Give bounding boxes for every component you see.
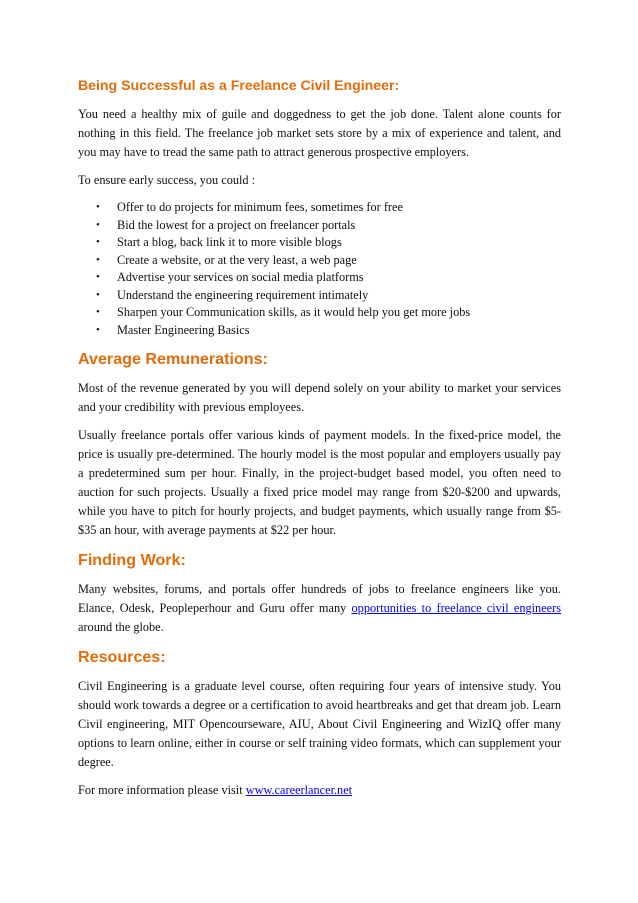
list-item-text: Understand the engineering requirement intimately — [117, 287, 369, 302]
opportunities-link[interactable]: opportunities to freelance civil engineers — [351, 601, 561, 615]
paragraph — [78, 580, 561, 637]
list-item — [78, 252, 561, 270]
list-item-text: Bid the lowest for a project on freelancer portals — [117, 217, 356, 232]
section-heading-remunerations: Average Remunerations: — [78, 350, 268, 368]
document-page — [78, 74, 561, 809]
list-item — [78, 217, 561, 235]
bullet-icon: • — [96, 218, 100, 231]
list-item — [78, 304, 561, 322]
paragraph-text: Many websites, forums, and portals offer hundreds of jobs to freelance engineers like you. Elance, Odesk, Peopleperhour and Guru offer many — [78, 582, 561, 615]
bullet-icon: • — [96, 271, 100, 283]
paragraph-text: For more information please visit — [78, 783, 246, 797]
bullet-icon: • — [96, 288, 100, 301]
tips-list — [78, 199, 561, 339]
paragraph: Usually freelance portals offer various kinds of payment models. In the fixed-price model, the price is usually pre-determined. The hourly model is the most popular and employers usually pay a predetermined sum per hour. Finally, in the project-budget based model, you often need to auction for such projects. Usually a fixed price model may range from $20-$200 and upwards, while you have to pitch for hourly projects, and budget payments, which usually range from $5- $35 an hour, with average payments at $22 per hour. — [78, 428, 561, 537]
paragraph: You need a healthy mix of guile and doggedness to get the job done. Talent alone counts for nothing in this field. The freelance job market sets store by a mix of experience and talent, and you may have to tread the same path to attract generous prospective employers. — [78, 107, 561, 159]
list-item — [78, 269, 561, 287]
list-item-text: Create a website, or at the very least, a web page — [117, 252, 357, 267]
list-item — [78, 322, 561, 340]
paragraph: To ensure early success, you could : — [78, 173, 256, 187]
paragraph — [78, 781, 561, 800]
list-item — [78, 287, 561, 305]
list-item-text: Sharpen your Communication skills, as it would help you get more jobs — [117, 305, 471, 319]
section-heading-success: Being Successful as a Freelance Civil Engineer: — [78, 77, 400, 93]
careerlancer-link[interactable]: www.careerlancer.net — [245, 783, 353, 797]
bullet-icon: • — [96, 236, 100, 248]
list-item-text: Offer to do projects for minimum fees, sometimes for free — [117, 200, 403, 214]
bullet-icon: • — [96, 306, 100, 318]
paragraph-text: around the globe. — [78, 620, 164, 634]
paragraph: Most of the revenue generated by you will depend solely on your ability to market your services and your credibility with previous employees. — [78, 381, 561, 414]
list-item-text: Start a blog, back link it to more visible blogs — [117, 235, 342, 249]
list-item — [78, 234, 561, 252]
section-heading-finding-work: Finding Work: — [78, 551, 186, 569]
list-item-text: Master Engineering Basics — [117, 322, 250, 337]
paragraph: Civil Engineering is a graduate level course, often requiring four years of intensive study. You should work towards a degree or a certification to avoid heartbreaks and get that dream job. Learn Civil engineering, MIT Opencourseware, AIU, About Civil Engineering and WizIQ offer many options to learn online, either in course or self training video formats, which can supplement your degree. — [78, 679, 561, 769]
bullet-icon: • — [96, 201, 100, 213]
list-item — [78, 199, 561, 217]
bullet-icon: • — [96, 253, 100, 266]
section-heading-resources: Resources: — [78, 648, 166, 666]
list-item-text: Advertise your services on social media platforms — [117, 270, 364, 284]
bullet-icon: • — [96, 323, 100, 336]
